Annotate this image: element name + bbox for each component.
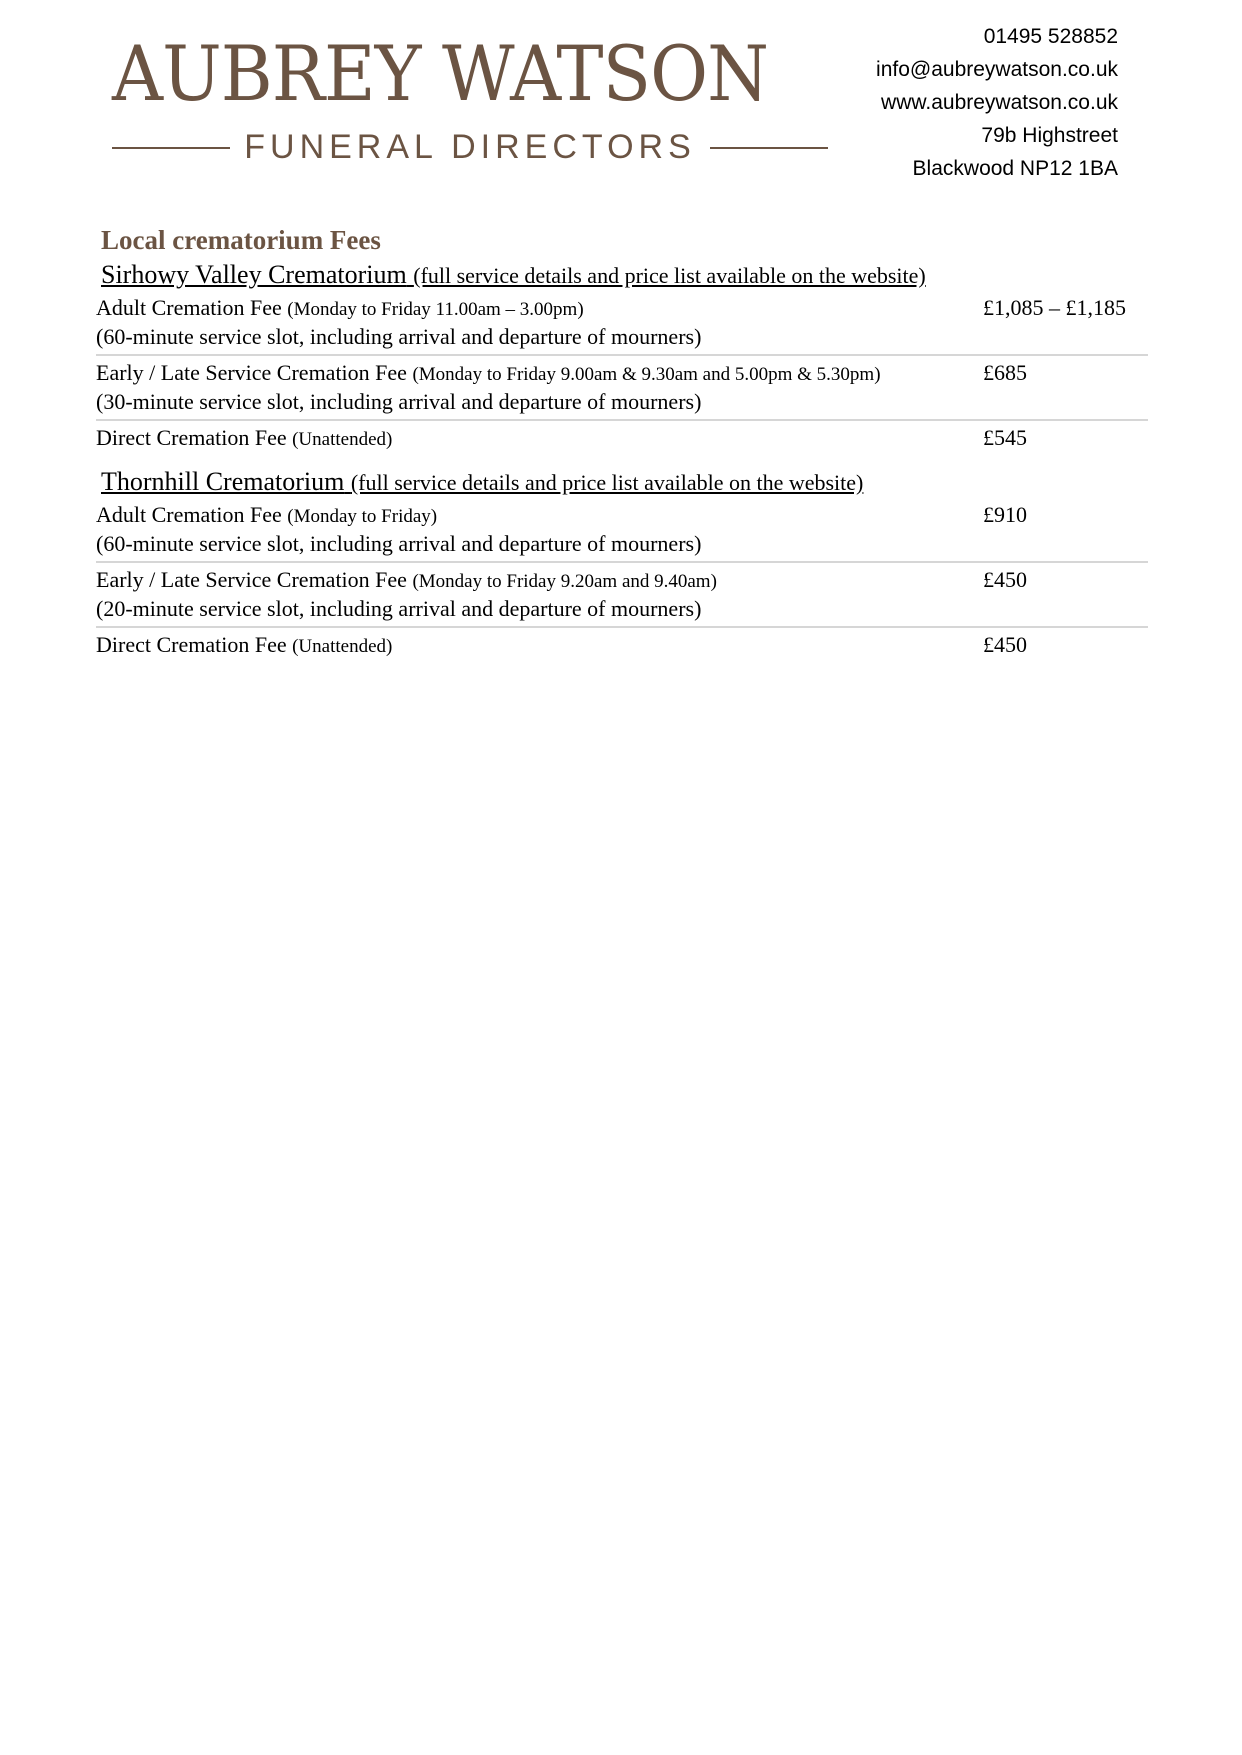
fee-price: £685	[983, 360, 1027, 385]
crematorium-heading	[101, 467, 1148, 498]
fee-detail: (Monday to Friday)	[287, 506, 438, 527]
divider	[112, 147, 230, 149]
fee-label: Direct Cremation Fee	[96, 425, 293, 450]
fee-price: £1,085 – £1,185	[983, 295, 1126, 320]
fee-price: £545	[983, 425, 1027, 450]
crematorium-name: Sirhowy Valley Crematorium	[101, 260, 407, 289]
fee-detail: (Unattended)	[292, 636, 393, 657]
fee-sub: (30-minute service slot, including arrival and departure of mourners)	[96, 389, 702, 414]
contact-block	[876, 20, 1118, 185]
website: www.aubreywatson.co.uk	[881, 91, 1118, 114]
fee-row	[96, 421, 1148, 457]
fee-label: Adult Cremation Fee	[96, 295, 288, 320]
fee-sub: (60-minute service slot, including arrival and departure of mourners)	[96, 531, 702, 556]
divider	[710, 147, 828, 149]
crematorium-name: Thornhill Crematorium	[101, 467, 345, 496]
fee-sub: (20-minute service slot, including arrival and departure of mourners)	[96, 596, 702, 621]
page-title: Local crematorium Fees	[101, 225, 381, 255]
brand-subtitle-row	[112, 128, 828, 167]
fee-label: Early / Late Service Cremation Fee	[96, 567, 413, 592]
fee-row	[96, 291, 1148, 356]
brand-logo	[112, 29, 828, 167]
crematorium-note: (full service details and price list available on the website)	[350, 470, 864, 495]
fee-price: £910	[983, 502, 1027, 527]
fee-price: £450	[983, 567, 1027, 592]
address-town: Blackwood NP12 1BA	[912, 157, 1118, 180]
fee-detail: (Monday to Friday 9.00am & 9.30am and 5.00pm & 5.30pm)	[412, 364, 881, 385]
fee-row	[96, 563, 1148, 628]
fee-row	[96, 628, 1148, 664]
email: info@aubreywatson.co.uk	[876, 58, 1118, 81]
fee-label: Early / Late Service Cremation Fee	[96, 360, 413, 385]
fee-row	[96, 498, 1148, 563]
fee-detail: (Monday to Friday 9.20am and 9.40am)	[412, 571, 717, 592]
crematorium-section	[96, 467, 1148, 664]
fee-label: Direct Cremation Fee	[96, 632, 293, 657]
phone: 01495 528852	[983, 25, 1118, 48]
crematorium-note: (full service details and price list available on the website)	[413, 263, 926, 288]
address-street: 79b Highstreet	[981, 124, 1118, 147]
brand-name: AUBREY WATSON	[112, 29, 769, 118]
fee-detail: (Monday to Friday 11.00am – 3.00pm)	[287, 299, 584, 320]
crematorium-heading	[101, 260, 1148, 291]
brand-subtitle: FUNERAL DIRECTORS	[244, 128, 696, 166]
fee-label: Adult Cremation Fee	[96, 502, 288, 527]
fee-row	[96, 356, 1148, 421]
fee-detail: (Unattended)	[292, 429, 393, 450]
fee-price: £450	[983, 632, 1027, 657]
fee-sub: (60-minute service slot, including arrival and departure of mourners)	[96, 324, 702, 349]
crematorium-section	[96, 260, 1148, 457]
